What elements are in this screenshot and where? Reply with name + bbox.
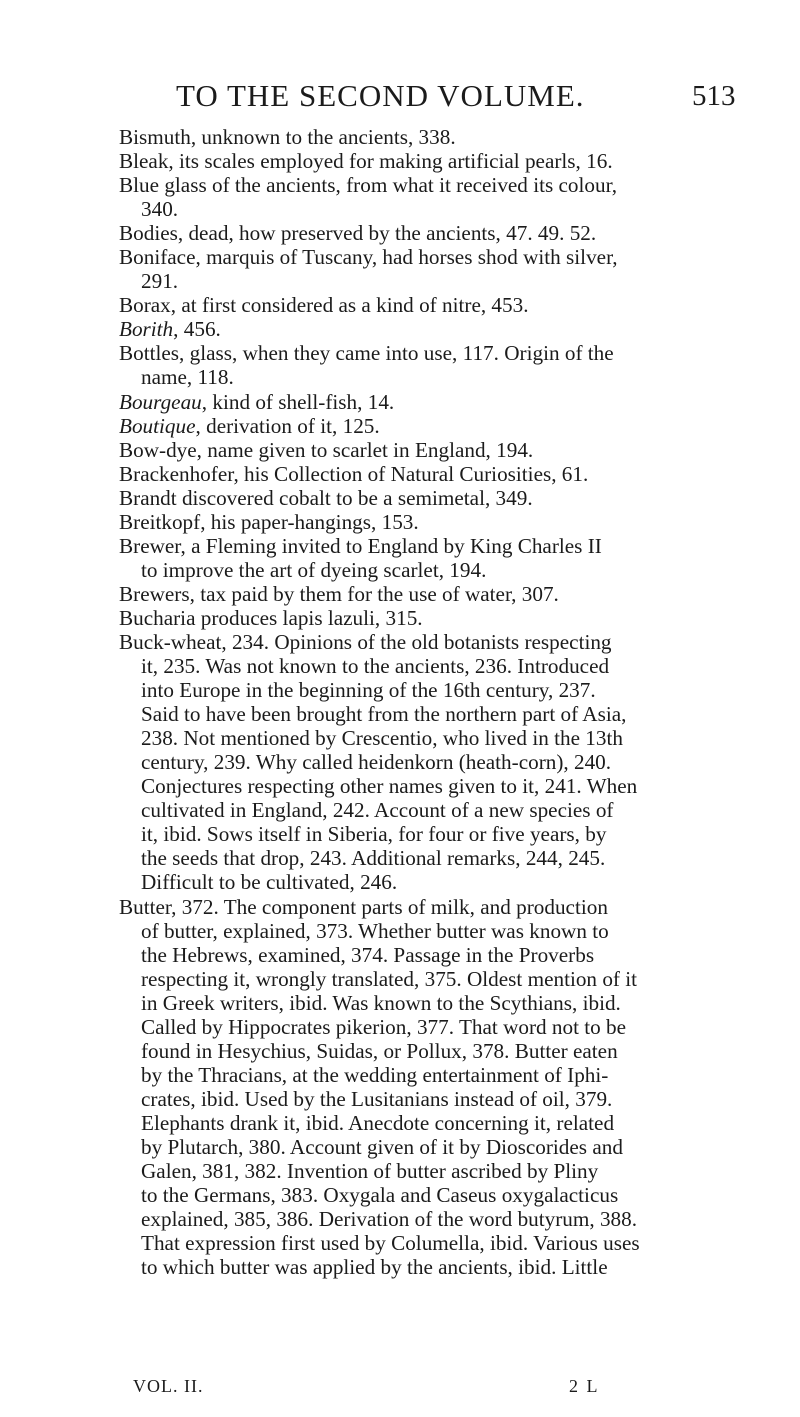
index-entry bbox=[121, 462, 706, 486]
entry-first-line: Bodies, dead, how preserved by the ancients, 47. 49. 52. bbox=[119, 221, 597, 246]
entry-first-line: Bow-dye, name given to scarlet in England, 194. bbox=[119, 437, 534, 462]
entry-continuation-line: 340. bbox=[141, 197, 179, 222]
entry-first-line: Brackenhofer, his Collection of Natural Curiosities, 61. bbox=[119, 461, 589, 486]
index-entry bbox=[121, 221, 706, 245]
index-entry bbox=[121, 606, 706, 630]
entry-first-line: Butter, 372. The component parts of milk, and production bbox=[119, 894, 608, 919]
entry-text: , 456. bbox=[173, 317, 221, 342]
index-entry bbox=[121, 438, 706, 462]
signature-mark: 2 L bbox=[569, 1376, 600, 1396]
index-entry bbox=[121, 582, 706, 606]
entry-first-line: Boniface, marquis of Tuscany, had horses shod with silver, bbox=[119, 245, 618, 270]
index-entry bbox=[121, 245, 706, 293]
entry-continuation-line: by Plutarch, 380. Account given of it by Dioscorides and bbox=[141, 1134, 623, 1159]
entry-first-line bbox=[121, 390, 706, 414]
entry-continuation-line: found in Hesychius, Suidas, or Pollux, 378. Butter eaten bbox=[141, 1038, 618, 1063]
entry-continuation-line: Galen, 381, 382. Invention of butter ascribed by Pliny bbox=[141, 1159, 599, 1184]
entry-continuation-line: cultivated in England, 242. Account of a new species of bbox=[141, 798, 614, 823]
page-footer bbox=[121, 1376, 706, 1402]
entry-continuation-line: the Hebrews, examined, 374. Passage in the Proverbs bbox=[141, 942, 595, 967]
entry-continuation-line: Elephants drank it, ibid. Anecdote concerning it, related bbox=[141, 1110, 615, 1135]
entry-first-line: Blue glass of the ancients, from what it received its colour, bbox=[119, 173, 618, 198]
entry-continuation-line: respecting it, wrongly translated, 375. Oldest mention of it bbox=[141, 966, 638, 991]
entry-first-line: Borax, at first considered as a kind of nitre, 453. bbox=[119, 293, 529, 318]
index-entry bbox=[121, 390, 706, 414]
running-head bbox=[0, 78, 800, 118]
entry-continuation-line: Conjectures respecting other names given to it, 241. When bbox=[141, 774, 638, 799]
index-entry bbox=[121, 510, 706, 534]
entry-first-line: Bucharia produces lapis lazuli, 315. bbox=[119, 605, 423, 630]
entry-first-line bbox=[121, 317, 706, 341]
index-entry bbox=[121, 534, 706, 582]
index-entry bbox=[121, 173, 706, 221]
entry-continuation-line: 238. Not mentioned by Crescentio, who lived in the 13th bbox=[141, 726, 623, 751]
entry-continuation-line: That expression first used by Columella, ibid. Various uses bbox=[141, 1231, 640, 1256]
index-entry bbox=[121, 414, 706, 438]
index-entry bbox=[121, 125, 706, 149]
entry-first-line: Buck-wheat, 234. Opinions of the old botanists respecting bbox=[119, 629, 612, 654]
entry-continuation-line: century, 239. Why called heidenkorn (heath-corn), 240. bbox=[141, 750, 612, 775]
entry-italic-head: Boutique bbox=[119, 413, 196, 438]
entry-first-line: Brewer, a Fleming invited to England by King Charles II bbox=[119, 533, 602, 558]
entry-continuation-line: of butter, explained, 373. Whether butter was known to bbox=[141, 918, 609, 943]
entry-continuation-line: it, 235. Was not known to the ancients, 236. Introduced bbox=[141, 654, 610, 679]
entry-continuation-line: to which butter was applied by the ancients, ibid. Little bbox=[141, 1255, 608, 1280]
entry-continuation-line: name, 118. bbox=[141, 365, 234, 390]
index-entry bbox=[121, 341, 706, 389]
index-entry bbox=[121, 895, 706, 1280]
entry-continuation-line: Said to have been brought from the northern part of Asia, bbox=[141, 702, 627, 727]
entry-continuation-line: Difficult to be cultivated, 246. bbox=[141, 870, 398, 895]
entry-first-line: Bismuth, unknown to the ancients, 338. bbox=[119, 125, 456, 149]
index-entry bbox=[121, 317, 706, 341]
entry-continuation-line: crates, ibid. Used by the Lusitanians instead of oil, 379. bbox=[141, 1086, 613, 1111]
entry-continuation-line: in Greek writers, ibid. Was known to the Scythians, ibid. bbox=[141, 990, 621, 1015]
volume-marker: VOL. II. bbox=[133, 1376, 204, 1396]
entry-text: , kind of shell-fish, 14. bbox=[201, 389, 395, 414]
running-title: TO THE SECOND VOLUME. bbox=[176, 78, 585, 113]
entry-first-line: Breitkopf, his paper-hangings, 153. bbox=[119, 509, 419, 534]
entry-continuation-line: the seeds that drop, 243. Additional remarks, 244, 245. bbox=[141, 846, 606, 871]
entry-first-line: Brewers, tax paid by them for the use of water, 307. bbox=[119, 581, 559, 606]
index-entries bbox=[121, 125, 706, 1279]
entry-text: , derivation of it, 125. bbox=[195, 413, 380, 438]
entry-first-line: Bottles, glass, when they came into use, 117. Origin of the bbox=[119, 341, 614, 366]
entry-first-line: Bleak, its scales employed for making artificial pearls, 16. bbox=[119, 149, 613, 174]
entry-continuation-line: Called by Hippocrates pikerion, 377. That word not to be bbox=[141, 1014, 627, 1039]
entry-continuation-line: to the Germans, 383. Oxygala and Caseus oxygalacticus bbox=[141, 1183, 619, 1208]
entry-italic-head: Borith bbox=[119, 317, 174, 342]
entry-continuation-line: to improve the art of dyeing scarlet, 194. bbox=[141, 557, 487, 582]
index-entry bbox=[121, 630, 706, 895]
entry-continuation-line: explained, 385, 386. Derivation of the word butyrum, 388. bbox=[141, 1207, 638, 1232]
entry-continuation-line: it, ibid. Sows itself in Siberia, for four or five years, by bbox=[141, 822, 607, 847]
page-number: 513 bbox=[692, 80, 736, 112]
index-entry bbox=[121, 293, 706, 317]
entry-continuation-line: 291. bbox=[141, 269, 179, 294]
index-entry bbox=[121, 149, 706, 173]
entry-continuation-line: into Europe in the beginning of the 16th century, 237. bbox=[141, 678, 596, 703]
entry-first-line bbox=[121, 414, 706, 438]
entry-first-line: Brandt discovered cobalt to be a semimetal, 349. bbox=[119, 485, 533, 510]
entry-continuation-line: by the Thracians, at the wedding entertainment of Iphi- bbox=[141, 1062, 609, 1087]
index-entry bbox=[121, 486, 706, 510]
entry-italic-head: Bourgeau bbox=[119, 389, 202, 414]
